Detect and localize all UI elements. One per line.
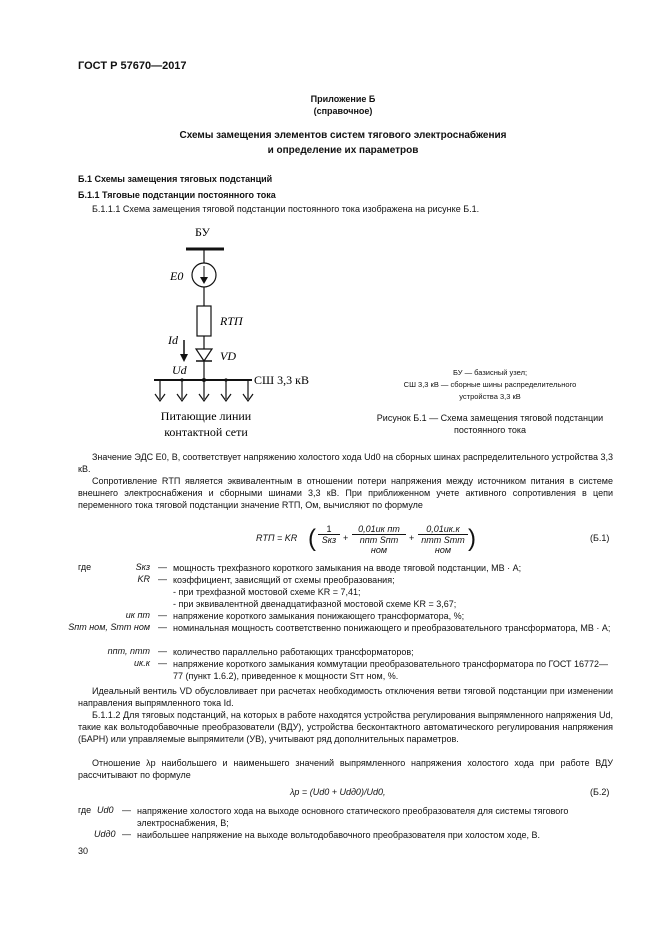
- def-dash: —: [158, 610, 167, 620]
- def-dash: —: [158, 574, 167, 584]
- term-3-fraction: [418, 524, 468, 555]
- vd-label: VD: [220, 349, 236, 363]
- term-3-numerator: 0,01uк.к: [426, 524, 460, 534]
- document-title-line1: Схемы замещения элементов систем тягового электроснабжения: [179, 130, 507, 141]
- paragraph-lambda: Отношение λр наибольшего и наименьшего значений выпрямленного напряжения холостого хода при работе ВДУ рассчитывают по формуле: [78, 758, 613, 780]
- page-number: 30: [78, 846, 89, 856]
- substation-circuit-diagram: [140, 222, 340, 442]
- equation-b2-number: (Б.2): [590, 787, 610, 797]
- section-b11-heading: Б.1.1 Тяговые подстанции постоянного тока: [78, 190, 276, 200]
- paragraph-vd: Идеальный вентиль VD обусловливает при расчетах необходимость отключения ветви тяговой подстанции при изменении направления выпрямленного тока Id.: [78, 686, 613, 708]
- def-desc: наибольшее напряжение на выходе вольтодобавочного преобразователя при холостом ходе, В.: [137, 830, 540, 840]
- def-dash: —: [158, 646, 167, 656]
- def-desc: номинальная мощность соответственно понижающего и преобразовательного трансформатора, МВ · А;: [173, 623, 611, 633]
- paragraph-rtp: Сопротивление RТП является эквивалентным в отношении потери напряжения между источником питания в системе внешнего электроснабжения и сборными шинами 3,3 кВ. При приближенном учете активного сопротивления в цепи переменного тока тяговой подстанции значение RТП, Ом, вычисляют по формуле: [78, 476, 613, 510]
- def-desc: напряжение короткого замыкания понижающего трансформатора, %;: [173, 611, 465, 621]
- def-term: Ud0: [97, 805, 114, 815]
- legend-line: СШ 3,3 кВ — сборные шины распределительного: [403, 380, 577, 389]
- standard-header: ГОСТ Р 57670—2017: [78, 60, 187, 72]
- paragraph-e0: Значение ЭДС E0, В, соответствует напряжению холостого хода Ud0 на сборных шинах распределительного устройства 3,3 кВ.: [78, 452, 613, 474]
- where-label: где: [78, 562, 92, 572]
- def-term: Udд0: [94, 829, 116, 839]
- busbar-label: СШ 3,3 кВ: [254, 373, 309, 387]
- def-term: uк пт: [125, 610, 150, 620]
- term-1-fraction: [318, 524, 340, 545]
- appendix-title: Приложение Б: [310, 94, 376, 104]
- left-paren: (: [308, 525, 316, 552]
- plus-sign: +: [409, 533, 415, 543]
- def-desc: коэффициент, зависящий от схемы преобразования;: [173, 575, 395, 585]
- equation-b1: [256, 524, 476, 556]
- term-1-numerator: 1: [326, 524, 332, 534]
- def-dash: —: [122, 805, 131, 815]
- def-dash: —: [158, 562, 167, 572]
- id-label: Id: [168, 333, 178, 347]
- plus-sign: +: [343, 533, 349, 543]
- def-dash: —: [158, 658, 167, 668]
- equation-b1-number: (Б.1): [590, 533, 610, 543]
- term-3-denominator: nтт Sтт ном: [418, 534, 468, 555]
- term-2-denominator: nпт Sпт ном: [352, 534, 406, 555]
- def-term: uк.к: [133, 658, 150, 668]
- def-desc: напряжение короткого замыкания коммутации преобразовательного трансформатора по ГОСТ 16772—77 (пункт 1.6.2), приведенное к мощности Sтт ном, %.: [173, 659, 609, 681]
- caption-line: Рисунок Б.1 — Схема замещения тяговой подстанции: [376, 413, 604, 423]
- equation-b2: λр = (Ud0 + Udд0)/Ud0,: [290, 787, 386, 797]
- equation-b1-lhs: RТП = KR: [256, 533, 298, 543]
- emf-arrow-head: [200, 277, 208, 284]
- def-desc: - при эквивалентной двенадцатифазной мостовой схеме KR = 3,67;: [173, 599, 457, 609]
- e0-label: E0: [170, 269, 184, 283]
- figure-caption: [352, 412, 628, 436]
- legend-line: БУ — базисный узел;: [452, 368, 528, 377]
- def-desc: напряжение холостого хода на выходе основного статического преобразователя для системы тягового электроснабжения, В;: [137, 806, 569, 828]
- document-title: [78, 128, 608, 158]
- def-desc: мощность трехфазного короткого замыкания на вводе тяговой подстанции, МВ · А;: [173, 563, 522, 573]
- paragraph-b111: Б.1.1.1 Схема замещения тяговой подстанции постоянного тока изображена на рисунке Б.1.: [92, 204, 480, 214]
- diode-vd: [196, 349, 212, 361]
- def-dash: —: [122, 829, 131, 839]
- def-desc: - при трехфазной мостовой схеме KR = 7,41;: [173, 587, 361, 597]
- def-term: Sкз: [135, 562, 150, 572]
- rtp-label: RТП: [220, 314, 243, 328]
- document-title-line2: и определение их параметров: [267, 145, 419, 156]
- term-2-numerator: 0,01uк пт: [358, 524, 400, 534]
- section-b1-heading: Б.1 Схемы замещения тяговых подстанций: [78, 174, 273, 184]
- feeder-lines-label-2: контактной сети: [164, 425, 248, 439]
- def-term: KR: [137, 574, 150, 584]
- def-term: nпт, nтт: [107, 646, 150, 656]
- appendix-heading: [78, 93, 608, 117]
- current-arrow-head: [180, 354, 188, 362]
- appendix-note: (справочное): [313, 106, 373, 116]
- figure-legend: [352, 367, 628, 403]
- term-1-denominator: Sкз: [318, 534, 340, 545]
- bu-label: БУ: [195, 225, 210, 239]
- def-dash: —: [158, 622, 167, 632]
- def-term: Sпт ном, Sтт ном: [68, 622, 150, 632]
- paragraph-b112: Б.1.1.2 Для тяговых подстанций, на которых в работе находятся устройства регулирования выпрямленного напряжения Ud, такие как вольтодобавочные преобразователи (ВДУ), устройства бесконтактного автоматического регулирования напряжения (БАРН) или управляемые выпрямители (УВ), учитывают ряд дополнительных параметров.: [78, 710, 613, 744]
- feeder-lines-label-1: Питающие линии: [160, 409, 252, 423]
- right-paren: ): [468, 525, 476, 552]
- term-2-fraction: [352, 524, 406, 555]
- bus-node: [224, 378, 227, 381]
- def-desc: количество параллельно работающих трансформаторов;: [173, 647, 414, 657]
- legend-line: устройства 3,3 кВ: [459, 392, 521, 401]
- ud-label: Ud: [172, 363, 187, 377]
- where-label: где: [78, 805, 92, 815]
- caption-line: постоянного тока: [454, 425, 526, 435]
- bus-node: [180, 378, 183, 381]
- resistor-rtp: [197, 306, 211, 336]
